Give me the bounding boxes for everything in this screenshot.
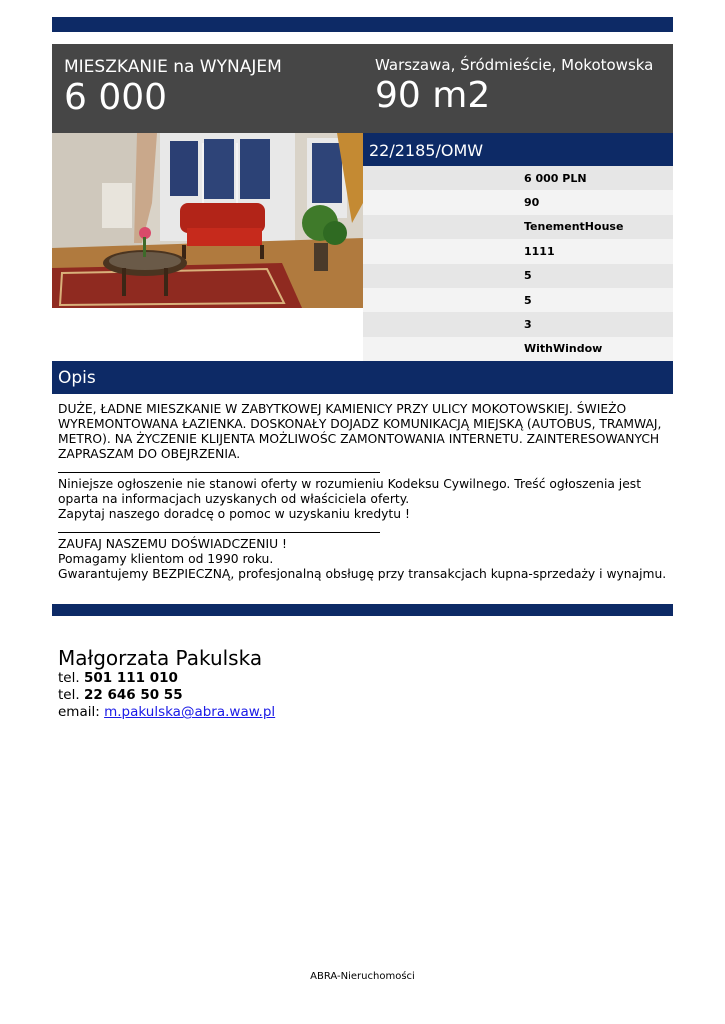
trust-heading: ZAUFAJ NASZEMU DOŚWIADCZENIU !	[58, 537, 287, 551]
parameters-table	[363, 166, 673, 361]
offer-type: MIESZKANIE na WYNAJEM	[64, 57, 282, 77]
listing-header	[52, 44, 673, 133]
divider	[58, 522, 380, 533]
trust-since: Pomagamy klientom od 1990 roku.	[58, 552, 274, 566]
param-row: 1111	[363, 239, 673, 263]
description-heading: Opis	[52, 361, 673, 394]
phone-line-2	[58, 687, 275, 704]
price: 6 000	[64, 77, 168, 118]
location: Warszawa, Śródmieście, Mokotowska	[375, 56, 654, 74]
description-body	[58, 402, 668, 582]
param-row: 90	[363, 190, 673, 214]
phone-line-1	[58, 670, 275, 687]
footer-company: ABRA-Nieruchomości	[310, 971, 415, 982]
param-row: TenementHouse	[363, 215, 673, 239]
email-link[interactable]: m.pakulska@abra.waw.pl	[104, 704, 276, 720]
tel-label: tel.	[58, 670, 80, 686]
tel-label: tel.	[58, 687, 80, 703]
agent-name: Małgorzata Pakulska	[58, 646, 263, 670]
phone-number-1: 501 111 010	[83, 670, 178, 686]
top-decor-bar	[52, 17, 673, 32]
divider	[58, 462, 380, 473]
credit-note: Zapytaj naszego doradcę o pomoc w uzyskaniu kredytu !	[58, 507, 410, 521]
phone-number-2: 22 646 50 55	[83, 687, 183, 703]
param-row: 5	[363, 288, 673, 312]
property-photo	[52, 133, 363, 308]
description-text: DUŻE, ŁADNE MIESZKANIE W ZABYTKOWEJ KAMIENICY PRZY ULICY MOKOTOWSKIEJ. ŚWIEŻO WYREMONTOWANA ŁAZIENKA. DOSKONAŁY DOJADZ KOMUNIKACJĄ MIEJSKĄ (AUTOBUS, TRAMWAJ, METRO). NA ŻYCZENIE KLIJENTA MOŻLIWOŚC ZAMONTOWANIA INTERNETU. ZAINTERESOWANYCH ZAPRASZAM DO OBEJRZENIA.	[58, 402, 662, 461]
reference-number: 22/2185/OMW	[363, 133, 673, 166]
area: 90 m2	[375, 75, 491, 116]
agent-contact	[58, 646, 275, 721]
bottom-decor-bar	[52, 604, 673, 616]
param-row: 5	[363, 264, 673, 288]
email-label: email:	[58, 704, 100, 720]
param-row: 6 000 PLN	[363, 166, 673, 190]
param-row: WithWindow	[363, 337, 673, 361]
trust-guarantee: Gwarantujemy BEZPIECZNĄ, profesjonalną obsługę przy transakcjach kupna-sprzedaży i wynajmu.	[58, 567, 667, 581]
email-line	[58, 704, 275, 721]
param-row: 3	[363, 312, 673, 336]
disclaimer-text: Niniejsze ogłoszenie nie stanowi oferty w rozumieniu Kodeksu Cywilnego. Treść ogłoszenia jest oparta na informacjach uzyskanych od właściciela oferty.	[58, 477, 642, 506]
